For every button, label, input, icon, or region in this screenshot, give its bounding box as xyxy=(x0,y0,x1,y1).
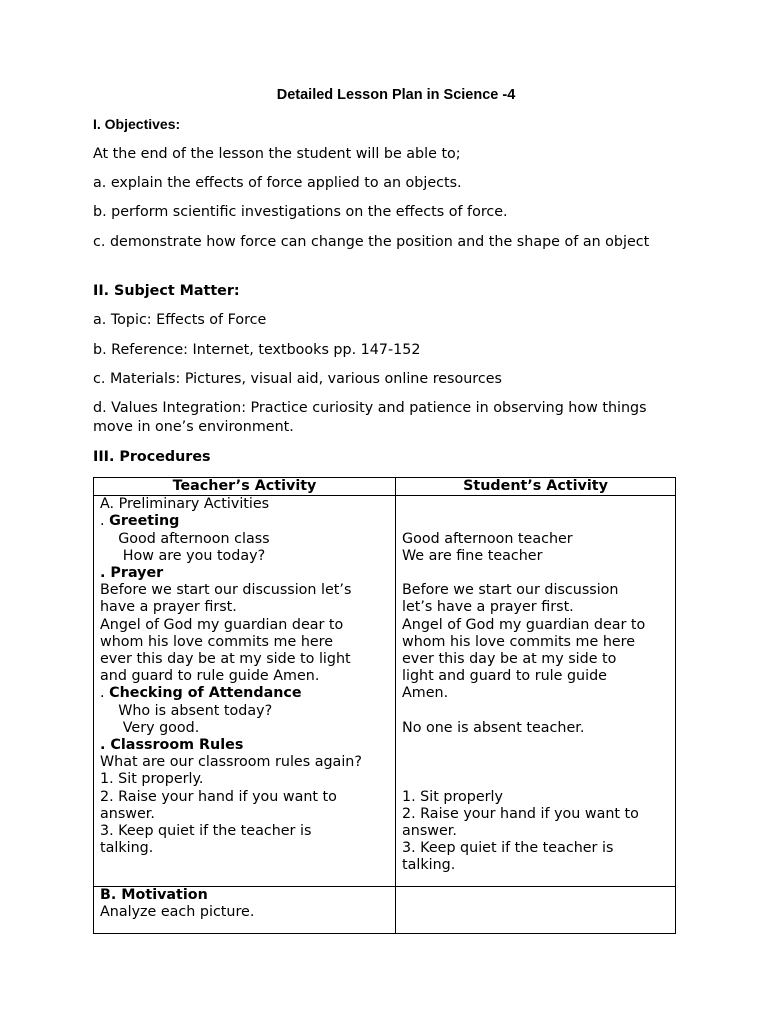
student-line: Good afternoon teacher xyxy=(402,530,573,547)
student-line: light and guard to rule guide xyxy=(402,668,607,685)
subject-item: a. Topic: Effects of Force xyxy=(93,312,267,328)
teacher-line xyxy=(100,548,389,565)
teacher-line xyxy=(100,634,389,651)
teacher-line-prefix: . xyxy=(100,513,110,530)
motivation-student-cell xyxy=(396,887,676,934)
motivation-cell xyxy=(94,887,396,934)
teacher-activity-cell xyxy=(94,496,396,887)
teacher-line-text: Very good. xyxy=(100,719,200,736)
teacher-line-bold: Greeting xyxy=(109,513,180,530)
teacher-line xyxy=(100,599,389,616)
student-line xyxy=(402,703,669,720)
teacher-line xyxy=(100,582,389,599)
teacher-line-text: and guard to rule guide Amen. xyxy=(100,668,320,685)
teacher-line xyxy=(100,771,389,788)
teacher-line-text: Good afternoon class xyxy=(100,530,270,547)
objectives-heading: I. Objectives: xyxy=(93,116,181,132)
teacher-line-text: 3. Keep quiet if the teacher is xyxy=(100,823,312,840)
teacher-line-prefix: . xyxy=(100,685,110,702)
teacher-line xyxy=(100,617,389,634)
teacher-line-bold: . Prayer xyxy=(100,565,164,582)
student-line: whom his love commits me here xyxy=(402,633,636,650)
teacher-line-text: What are our classroom rules again? xyxy=(100,754,362,771)
teacher-line-text: have a prayer first. xyxy=(100,599,237,616)
student-line: Angel of God my guardian dear to xyxy=(402,616,646,633)
objective-item: a. explain the effects of force applied to an objects. xyxy=(93,175,462,191)
student-line xyxy=(402,754,669,771)
teacher-line-bold: . Classroom Rules xyxy=(100,737,244,754)
student-line: 1. Sit properly xyxy=(402,788,503,805)
student-line: Amen. xyxy=(402,685,449,702)
student-line: Before we start our discussion xyxy=(402,582,619,599)
teacher-line xyxy=(100,806,389,823)
teacher-line xyxy=(100,720,389,737)
student-line xyxy=(402,565,669,582)
teacher-line xyxy=(100,668,389,685)
student-line xyxy=(402,513,669,530)
objective-item: c. demonstrate how force can change the position and the shape of an object xyxy=(93,234,650,250)
teacher-line-text: whom his love commits me here xyxy=(100,633,334,650)
student-line: answer. xyxy=(402,822,457,839)
teacher-line-text: 2. Raise your hand if you want to xyxy=(100,788,337,805)
teacher-line-text: A. Preliminary Activities xyxy=(100,496,270,513)
student-activity-cell xyxy=(396,496,676,887)
teacher-line-text: answer. xyxy=(100,805,155,822)
teacher-line xyxy=(100,496,389,513)
teacher-line-text: Before we start our discussion let’s xyxy=(100,582,352,599)
objective-item: b. perform scientific investigations on the effects of force. xyxy=(93,204,508,220)
student-line: 2. Raise your hand if you want to xyxy=(402,805,639,822)
teacher-line-text: Who is absent today? xyxy=(100,702,273,719)
teacher-line-text: Angel of God my guardian dear to xyxy=(100,616,344,633)
teacher-line xyxy=(100,823,389,840)
student-activity-header: Student’s Activity xyxy=(396,478,676,496)
subject-item: b. Reference: Internet, textbooks pp. 147-152 xyxy=(93,342,421,358)
teacher-line xyxy=(100,737,389,754)
student-line xyxy=(402,771,669,788)
teacher-line xyxy=(100,703,389,720)
teacher-activity-header: Teacher’s Activity xyxy=(94,478,396,496)
teacher-line xyxy=(100,651,389,668)
student-line: We are fine teacher xyxy=(402,547,543,564)
teacher-line xyxy=(100,565,389,582)
subject-matter-heading: II. Subject Matter: xyxy=(93,283,240,299)
teacher-line-bold: Checking of Attendance xyxy=(109,685,302,702)
teacher-line xyxy=(100,840,389,857)
subject-item: d. Values Integration: Practice curiosity and patience in observing how things move in one’s environment. xyxy=(93,400,647,435)
procedures-heading: III. Procedures xyxy=(93,449,211,465)
student-line: No one is absent teacher. xyxy=(402,719,585,736)
teacher-line-text: ever this day be at my side to light xyxy=(100,651,351,668)
teacher-line-text: How are you today? xyxy=(100,547,266,564)
teacher-line xyxy=(100,685,389,702)
motivation-text: Analyze each picture. xyxy=(100,904,255,921)
teacher-line xyxy=(100,531,389,548)
objectives-intro: At the end of the lesson the student will be able to; xyxy=(93,146,461,162)
teacher-line-text: talking. xyxy=(100,840,154,857)
subject-item: c. Materials: Pictures, visual aid, various online resources xyxy=(93,371,502,387)
motivation-heading: B. Motivation xyxy=(100,887,208,904)
student-line xyxy=(402,496,669,513)
teacher-line-text: 1. Sit properly. xyxy=(100,771,204,788)
teacher-line xyxy=(100,513,389,530)
student-line: talking. xyxy=(402,857,456,874)
student-line: ever this day be at my side to xyxy=(402,650,617,667)
student-line: let’s have a prayer first. xyxy=(402,599,574,616)
procedures-table xyxy=(93,477,676,934)
student-line xyxy=(402,737,669,754)
student-line: 3. Keep quiet if the teacher is xyxy=(402,840,614,857)
document-title: Detailed Lesson Plan in Science -4 xyxy=(276,87,516,103)
teacher-line xyxy=(100,789,389,806)
teacher-line xyxy=(100,754,389,771)
